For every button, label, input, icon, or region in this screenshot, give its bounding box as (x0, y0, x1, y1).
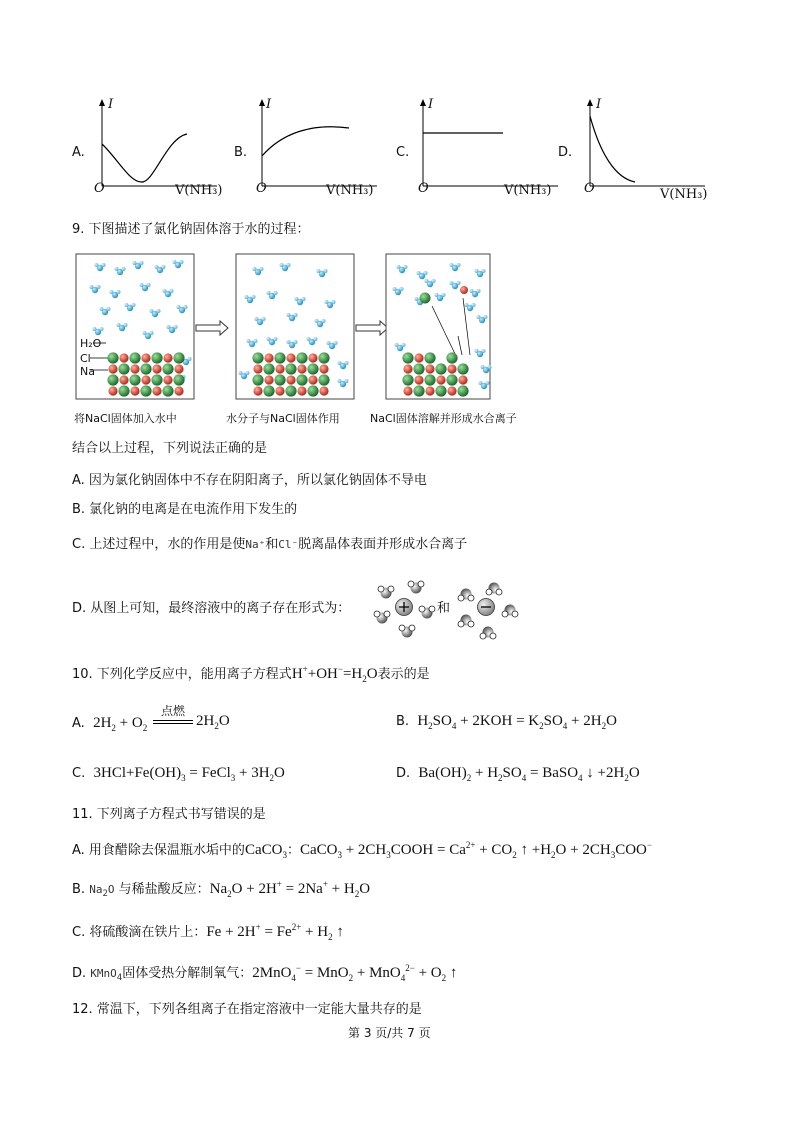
graph-b-letter: B. (234, 145, 248, 160)
sodium-ion (275, 386, 284, 395)
sodium-ion (414, 375, 423, 384)
graph-c (413, 98, 563, 196)
caption-3: NaCl固体溶解并形成水合离子 (370, 412, 517, 425)
q11-option-d: D. KMnO$_4$固体受热分解制氧气：$2MnO_4^- = MnO_2 + MnO_4^{2-} + O_2$ ↑ (72, 963, 458, 984)
chloride-ion (285, 385, 296, 396)
chloride-ion (285, 363, 296, 374)
q9-option-d-text: D. 从图上可知，最终溶液中的离子存在形式为： (72, 601, 351, 616)
chloride-ion (107, 352, 118, 363)
graph-c-xlabel: V(NH₃) (504, 183, 552, 198)
q11-c-pre: C. 将硫酸滴在铁片上： (72, 925, 207, 940)
q10-option-a: A. $2H_2 + O_2$ (72, 715, 148, 733)
sodium-ion (414, 353, 423, 362)
sodium-ion (425, 364, 434, 373)
q9-option-a: A. 因为氯化钠固体中不存在阴阳离子，所以氯化钠固体不导电 (72, 473, 427, 488)
sodium-ion (253, 386, 262, 395)
graph-b-xlabel: V(NH₃) (326, 183, 374, 198)
q10-stem-pre: 10. 下列化学反应中，能用离子方程式 (72, 667, 292, 682)
sodium-ion (308, 353, 317, 362)
graph-a-letter: A. (72, 145, 85, 160)
sodium-ion (253, 364, 262, 373)
hydrated-cation (374, 581, 435, 638)
chloride-ion (402, 374, 413, 385)
graph-c-origin: O (418, 181, 429, 196)
q9-c-pre: C. 上述过程中，水的作用是使 (72, 537, 246, 552)
chloride-ion (446, 352, 457, 363)
page-footer: 第 3 页/共 7 页 (348, 1026, 431, 1040)
sodium-ion (297, 364, 306, 373)
arrow-1 (196, 321, 228, 335)
q11-d-pre: D. (72, 966, 87, 981)
arrow-2 (356, 321, 388, 335)
graph-d-curve (590, 116, 635, 182)
chloride-ion (446, 374, 457, 385)
sodium-ion (174, 386, 183, 395)
chloride-ion (252, 374, 263, 385)
graph-a-curve (102, 134, 187, 182)
chloride-ion (435, 385, 446, 396)
q10-a-condition (153, 700, 193, 724)
chloride-ion (129, 352, 140, 363)
q10-option-d: D. $Ba(OH)_2 + H_2SO_4$ = BaSO$_4$ ↓ $+2H_2O$ (396, 765, 640, 783)
sodium-ion (297, 386, 306, 395)
graph-a-xlabel: V(NH₃) (175, 183, 223, 198)
graph-b (252, 98, 382, 196)
q11-option-c: C. 将硫酸滴在铁片上：$Fe + 2H^+ = Fe^{2+} + H_2$ ↑ (72, 922, 344, 942)
q10-stem-post: 表示的是 (377, 667, 430, 682)
chloride-ion (162, 385, 173, 396)
chloride-ion (263, 385, 274, 396)
chloride-ion (140, 385, 151, 396)
label-cl: Cl (80, 352, 91, 365)
chloride-ion (307, 385, 318, 396)
q12-stem: 12. 常温下，下列各组离子在指定溶液中一定能大量共存的是 (72, 1002, 422, 1017)
nacl-dissolution-diagram (60, 250, 500, 400)
q9-d-and: 和 (437, 601, 451, 616)
sodium-ion (319, 364, 328, 373)
chloride-ion (457, 385, 468, 396)
sodium-ion (152, 364, 161, 373)
q10-a-condition-text: 点燃 (160, 704, 185, 718)
sodium-ion (275, 364, 284, 373)
caption-2: 水分子与NaCl固体作用 (226, 412, 340, 425)
sodium-ion (152, 386, 161, 395)
chloride-ion (129, 374, 140, 385)
graph-c-letter: C. (396, 145, 410, 160)
chloride-ion (263, 363, 274, 374)
sodium-ion (174, 364, 183, 373)
chloride-ion (162, 363, 173, 374)
q11-b-mid: 与稀盐酸反应： (118, 882, 210, 897)
graph-d-origin: O (584, 181, 595, 196)
chloride-ion (413, 363, 424, 374)
chloride-ion (296, 352, 307, 363)
q10-option-b: B. $H_2SO_4 + 2KOH = K_2SO_4 + 2H_2O$ (396, 713, 617, 731)
sodium-ion (286, 353, 295, 362)
q10-a-product: $2H_2O$ (196, 713, 230, 731)
q10-option-c: C. $3HCl+Fe(OH)_3$ = FeCl$_3$ + $3H_2O$ (72, 765, 285, 783)
graph-c-ylabel: I (428, 97, 434, 112)
chloride-ion (307, 363, 318, 374)
graph-a (92, 98, 222, 196)
chloride-ion (274, 352, 285, 363)
graph-d-xlabel: V(NH₃) (660, 187, 708, 202)
q11-d-mid: 固体受热分解制氧气： (122, 966, 253, 981)
q11-option-b: B. $Na_2O$ 与稀盐酸反应：$Na_2O + 2H^+ = 2Na^+ + H_2O$ (72, 879, 371, 900)
q9-option-b: B. 氯化钠的电离是在电流作用下发生的 (72, 502, 298, 517)
label-h2o: H₂O (80, 337, 102, 350)
sodium-ion (403, 386, 412, 395)
graph-b-curve (262, 127, 349, 156)
sodium-ion (130, 386, 139, 395)
chloride-ion (107, 374, 118, 385)
graph-b-ylabel: I (266, 97, 272, 112)
sodium-ion (163, 353, 172, 362)
chloride-ion (173, 374, 184, 385)
chloride-ion (173, 352, 184, 363)
sodium-ion (447, 386, 456, 395)
q10-stem (72, 665, 430, 684)
sodium-ion (264, 375, 273, 384)
sodium-ion (308, 375, 317, 384)
chloride-ion (118, 385, 129, 396)
sodium-ion (119, 353, 128, 362)
q9-c-post: 脱离晶体表面并形成水合离子 (298, 537, 468, 552)
q9-c-and: 和 (265, 537, 279, 552)
graph-d-ylabel: I (596, 97, 602, 112)
chloride-ion (318, 374, 329, 385)
q11-stem: 11. 下列离子方程式书写错误的是 (72, 807, 266, 822)
hydrated-anion (458, 583, 518, 640)
graph-d-letter: D. (558, 145, 573, 160)
q11-b-pre: B. (72, 882, 86, 897)
graph-b-origin: O (256, 181, 267, 196)
sodium-ion (141, 375, 150, 384)
q9-c-cl: Cl⁻ (278, 538, 299, 551)
graph-a-ylabel: I (108, 97, 114, 112)
q10-ionic-equation: $H^++OH^-=H_2O$ (291, 664, 378, 684)
chloride-ion (424, 374, 435, 385)
sodium-ion (108, 364, 117, 373)
sodium-ion (286, 375, 295, 384)
sodium-ion (119, 375, 128, 384)
sodium-ion (447, 364, 456, 373)
graph-a-origin: O (94, 181, 105, 196)
q9-c-na: Na⁺ (245, 538, 266, 551)
chloride-ion (274, 374, 285, 385)
sodium-ion (403, 364, 412, 373)
q9-option-c (72, 538, 467, 551)
sodium-ion (130, 364, 139, 373)
chloride-ion (252, 352, 263, 363)
chloride-ion (118, 363, 129, 374)
q9-lead: 结合以上过程，下列说法正确的是 (72, 441, 268, 456)
chloride-ion (457, 363, 468, 374)
chloride-ion (318, 352, 329, 363)
chloride-ion (413, 385, 424, 396)
q11-option-a: A. 用食醋除去保温瓶水垢中的CaCO$_3$：CaCO$_3$ + $2CH_3COOH = Ca^{2+} + CO_2$ ↑ $+H_2O + 2CH_3COO^-$ (72, 840, 652, 860)
chloride-ion (140, 363, 151, 374)
sodium-ion (264, 353, 273, 362)
sodium-ion (458, 375, 467, 384)
chloride-ion (151, 374, 162, 385)
q11-a-pre: A. 用食醋除去保温瓶水垢中的 (72, 843, 245, 858)
chloride-ion (151, 352, 162, 363)
chloride-ion (435, 363, 446, 374)
chloride-ion (296, 374, 307, 385)
caption-1: 将NaCl固体加入水中 (74, 412, 177, 425)
chloride-ion (424, 352, 435, 363)
sodium-ion (141, 353, 150, 362)
chloride-ion (402, 352, 413, 363)
sodium-ion (108, 386, 117, 395)
sodium-ion (319, 386, 328, 395)
sodium-ion (425, 386, 434, 395)
hydrated-ion-diagram (372, 578, 532, 642)
label-na: Na (80, 365, 95, 378)
q9-stem: 9. 下图描述了氯化钠固体溶于水的过程： (72, 222, 310, 237)
sodium-ion (436, 375, 445, 384)
sodium-ion (163, 375, 172, 384)
